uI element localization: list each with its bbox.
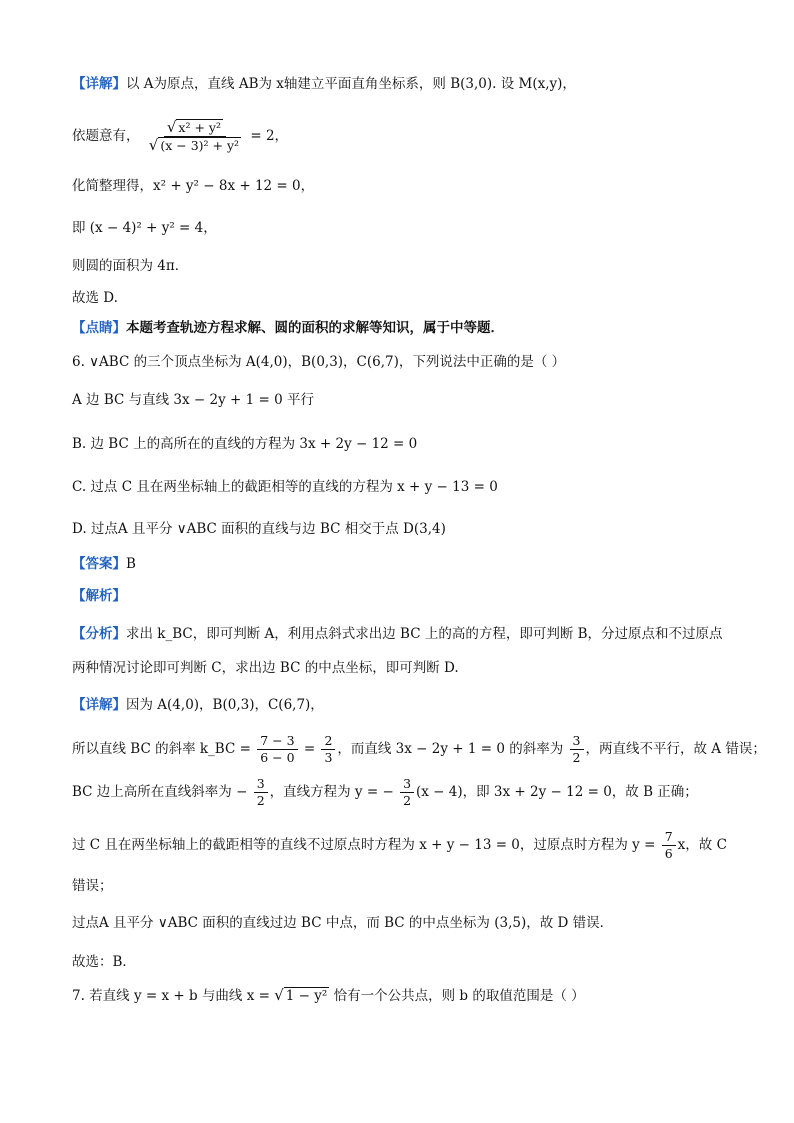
q6-detail-line1 bbox=[72, 695, 734, 715]
simplify-line: 化简整理得，x² + y² − 8x + 12 = 0， bbox=[72, 178, 315, 194]
q6-option-a: A 边 BC 与直线 3x − 2y + 1 = 0 平行 bbox=[72, 392, 314, 408]
q6-analysis-tag: 【解析】 bbox=[72, 588, 126, 604]
choice-line: 故选 D. bbox=[72, 290, 118, 306]
analyze-tag: 【分析】 bbox=[72, 626, 126, 642]
distance-ratio-fraction: $\frac{\text{√ x² + y²}}{\text{√ (x − 3)² + y²}}$ bbox=[148, 118, 240, 154]
detail-line bbox=[72, 74, 734, 94]
comment-text: 本题考查轨迹方程求解、圆的面积的求解等知识，属于中等题． bbox=[126, 320, 504, 336]
q6-option-c: C. 过点 C 且在两坐标轴上的截距相等的直线的方程为 x + y − 13 = 0 bbox=[72, 479, 498, 495]
circle-equation-line: 即 (x − 4)² + y² = 4， bbox=[72, 220, 217, 236]
q6-analyze-line2: 两种情况讨论即可判断 C，求出边 BC 的中点坐标，即可判断 D. bbox=[72, 660, 459, 676]
comment-line bbox=[72, 318, 734, 338]
c-slope-fraction: $\frac{7}{6}$ bbox=[662, 830, 676, 861]
line-slope-fraction: $\frac{3}{2}$ bbox=[570, 734, 584, 765]
q6-option-d: D. 过点A 且平分 ∨ABC 面积的直线与边 BC 相交于点 D(3,4) bbox=[72, 521, 446, 537]
slope-fraction: $\frac{7 - 3}{6 - 0}$ bbox=[257, 734, 297, 765]
condition-rhs: = 2， bbox=[250, 128, 289, 144]
height-slope-fraction: $\frac{3}{2}$ bbox=[254, 777, 268, 808]
answer-value: B bbox=[126, 556, 136, 572]
detail-text: 以 A为原点，直线 AB为 x轴建立平面直角坐标系，则 B(3,0). 设 M(x,y)， bbox=[126, 76, 576, 92]
condition-line bbox=[72, 120, 734, 153]
q6-answer-line bbox=[72, 554, 734, 574]
q6-stem: 6. ∨ABC 的三个顶点坐标为 A(4,0)，B(0,3)，C(6,7)，下列说法中正确的是（ ） bbox=[72, 354, 566, 370]
q6-c-line: 过 C 且在两坐标轴上的截距相等的直线不过原点时方程为 x + y − 13 = 0，过原点时方程为 y = $\frac{7}{6}$ x，故 C bbox=[72, 829, 727, 861]
comment-tag: 【点睛】 bbox=[72, 320, 126, 336]
condition-prefix: 依题意有， bbox=[72, 128, 140, 144]
q6-detail-text: 因为 A(4,0)，B(0,3)，C(6,7)， bbox=[126, 697, 324, 713]
q6-analyze-line1 bbox=[72, 624, 734, 644]
ratio-denominator: (x − 3)² + y² bbox=[160, 138, 240, 153]
q7-stem: 7. 若直线 y = x + b 与曲线 x = √ 1 − y² 恰有一个公共点，则 b 的取值范围是（ ） bbox=[72, 986, 585, 1004]
q6-detail-tag: 【详解】 bbox=[72, 697, 126, 713]
analyze-text-1: 求出 k_BC，即可判断 A，利用点斜式求出边 BC 上的高的方程，即可判断 B，分过原点和不过原点 bbox=[126, 626, 723, 642]
q6-d-line: 过点A 且平分 ∨ABC 面积的直线过边 BC 中点，而 BC 的中点坐标为 (3,5)，故 D 错误． bbox=[72, 915, 614, 931]
height-eq-fraction: $\frac{3}{2}$ bbox=[400, 777, 414, 808]
q6-option-b: B. 边 BC 上的高所在的直线的方程为 3x + 2y − 12 = 0 bbox=[72, 436, 418, 452]
q6-height-line: BC 边上高所在直线斜率为 − $\frac{3}{2}$ ，直线方程为 y = − $\frac{3}{2}$ (x − 4)，即 3x + 2y − 12 = 0，故 B 正确； bbox=[72, 776, 698, 808]
answer-tag: 【答案】 bbox=[72, 556, 126, 572]
ratio-numerator: x² + y² bbox=[178, 120, 221, 135]
q6-c-line2: 错误； bbox=[72, 878, 113, 894]
q6-choice-line: 故选：B． bbox=[72, 954, 136, 970]
area-line: 则圆的面积为 4π． bbox=[72, 258, 189, 274]
slope-value-fraction: $\frac{2}{3}$ bbox=[321, 734, 335, 765]
q6-slope-line: 所以直线 BC 的斜率 k_BC = $\frac{7 - 3}{6 - 0}$ = $\frac{2}{3}$ ，而直线 3x − 2y + 1 = 0 的斜率为 $\frac{3}{2}$ ，两直线不平行，故 A 错误； bbox=[72, 733, 766, 765]
q7-root: 1 − y² bbox=[285, 988, 328, 1004]
detail-tag: 【详解】 bbox=[72, 76, 126, 92]
